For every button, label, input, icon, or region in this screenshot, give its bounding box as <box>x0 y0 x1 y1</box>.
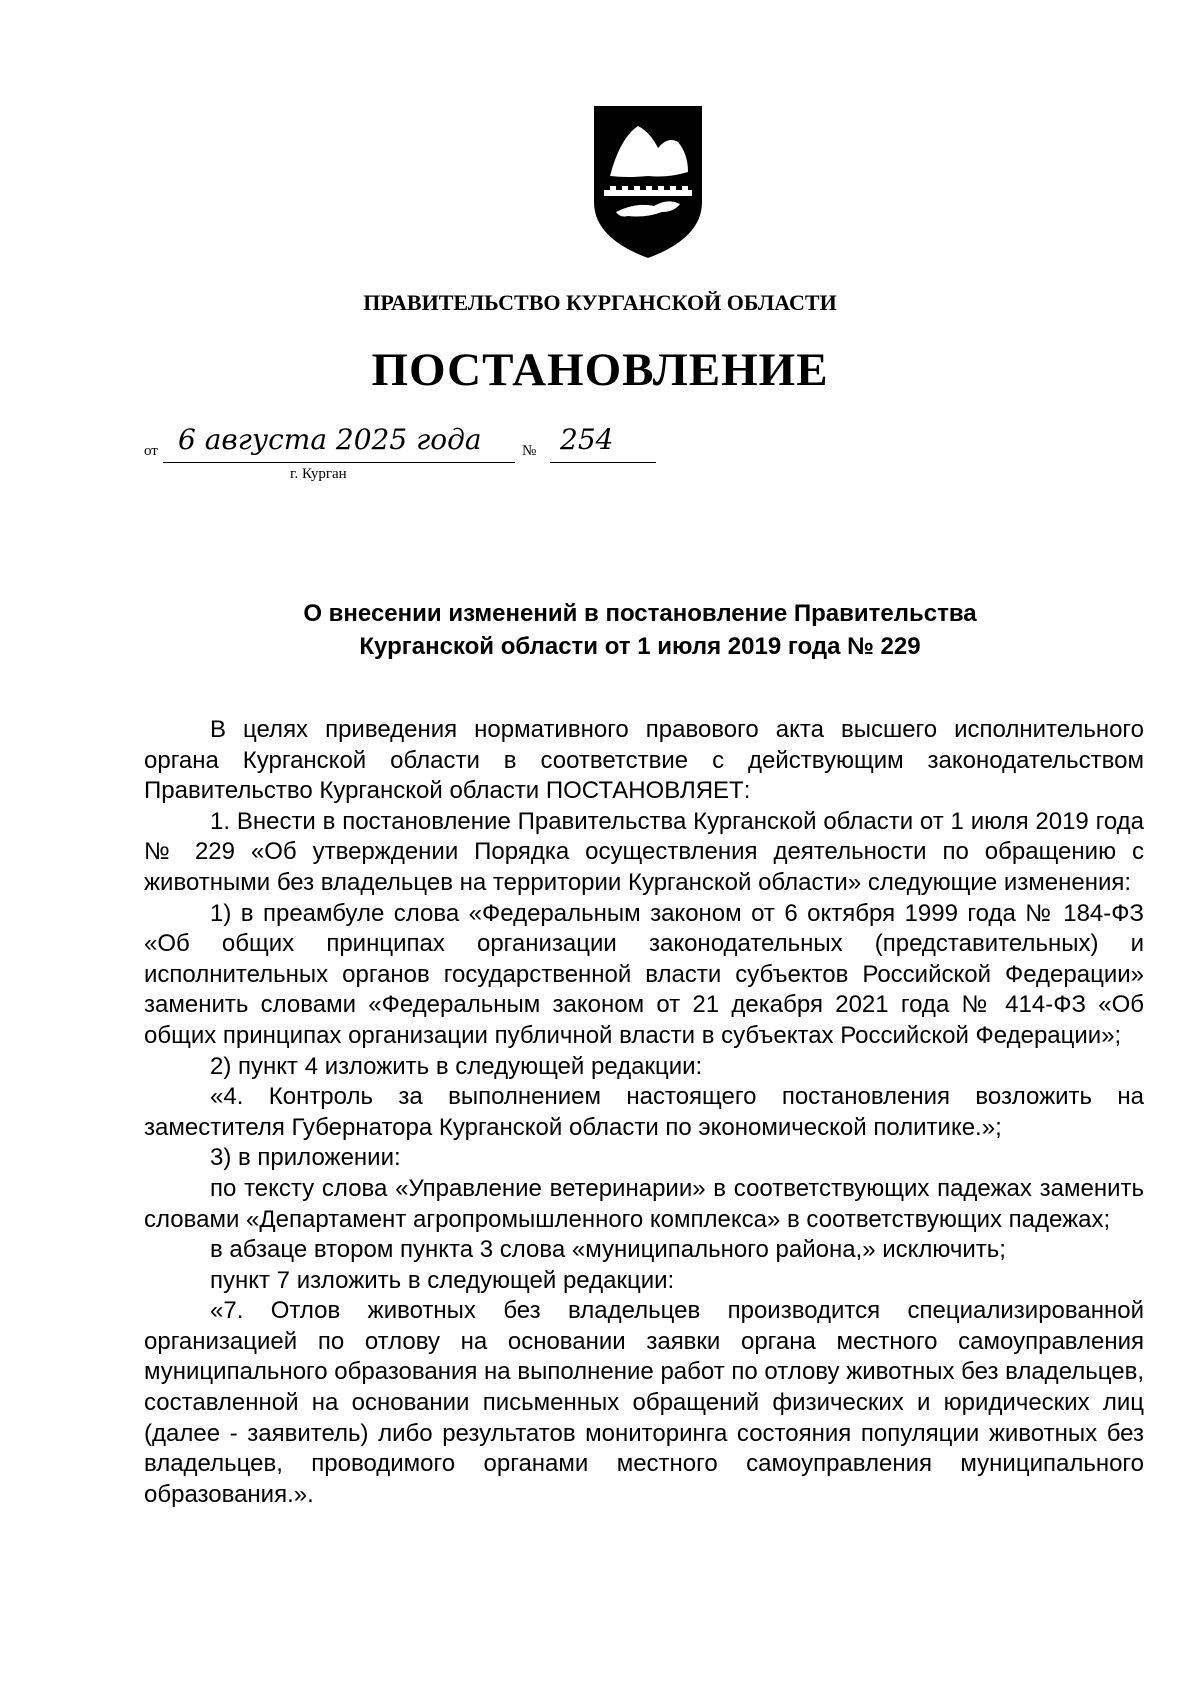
paragraph: В целях приведения нормативного правового акта высшего исполнительного органа Курганской области в соответствие с действующим законодательством Правительство Курганской области ПОСТАНОВЛЯЕТ: <box>144 716 1144 805</box>
paragraph: 2) пункт 4 изложить в следующей редакции: <box>210 1052 703 1080</box>
city-name: г. Курган <box>290 466 347 482</box>
date-prefix: от <box>144 443 158 459</box>
title-line: О внесении изменений в постановление Правительства <box>303 600 977 627</box>
paragraph: 1. Внести в постановление Правительства Курганской области от 1 июля 2019 года № 229 «Об утверждении Порядка осуществления деятельности по обращению с животными без владельцев на территории Курганской области» следующие изменения: <box>144 807 1144 896</box>
document-title <box>140 597 1140 663</box>
document-body <box>144 715 1144 1510</box>
paragraph: пункт 7 изложить в следующей редакции: <box>210 1266 675 1294</box>
paragraph: 1) в преамбуле слова «Федеральным законом от 6 октября 1999 года № 184-ФЗ «Об общих принципах организации законодательных (представительных) и исполнительных органов государственной власти субъектов Российской Федерации» заменить словами «Федеральным законом от 21 декабря 2021 года № 414-ФЗ «Об общих принципах организации публичной власти в субъектах Российской Федерации»; <box>144 899 1144 1049</box>
coat-of-arms-emblem <box>588 102 708 260</box>
paragraph: в абзаце втором пункта 3 слова «муниципального района,» исключить; <box>210 1236 1006 1264</box>
number-label: № <box>522 443 537 459</box>
authority-name: ПРАВИТЕЛЬСТВО КУРГАНСКОЙ ОБЛАСТИ <box>363 290 837 315</box>
date-underline <box>163 462 515 463</box>
handwritten-date: 6 августа 2025 года <box>178 423 482 456</box>
paragraph: 3) в приложении: <box>210 1144 401 1172</box>
title-line: Курганской области от 1 июля 2019 года № 229 <box>359 633 921 660</box>
paragraph: по тексту слова «Управление ветеринарии» в соответствующих падежах заменить словами «Департамент агропромышленного комплекса» в соответствующих падежах; <box>144 1174 1144 1233</box>
document-type: ПОСТАНОВЛЕНИЕ <box>371 344 829 396</box>
number-underline <box>550 462 656 463</box>
handwritten-number: 254 <box>560 423 614 456</box>
paragraph: «4. Контроль за выполнением настоящего постановления возложить на заместителя Губернатора Курганской области по экономической политике.»; <box>144 1083 1144 1141</box>
paragraph: «7. Отлов животных без владельцев производится специализированной организацией по отлову на основании заявки органа местного самоуправления муниципального образования на выполнение работ по отлову животных без владельцев, составленной на основании письменных обращений физических и юридических лиц (далее - заявитель) либо результатов мониторинга состояния популяции животных без владельцев, проводимого органами местного самоуправления муниципального образования.». <box>144 1297 1144 1508</box>
